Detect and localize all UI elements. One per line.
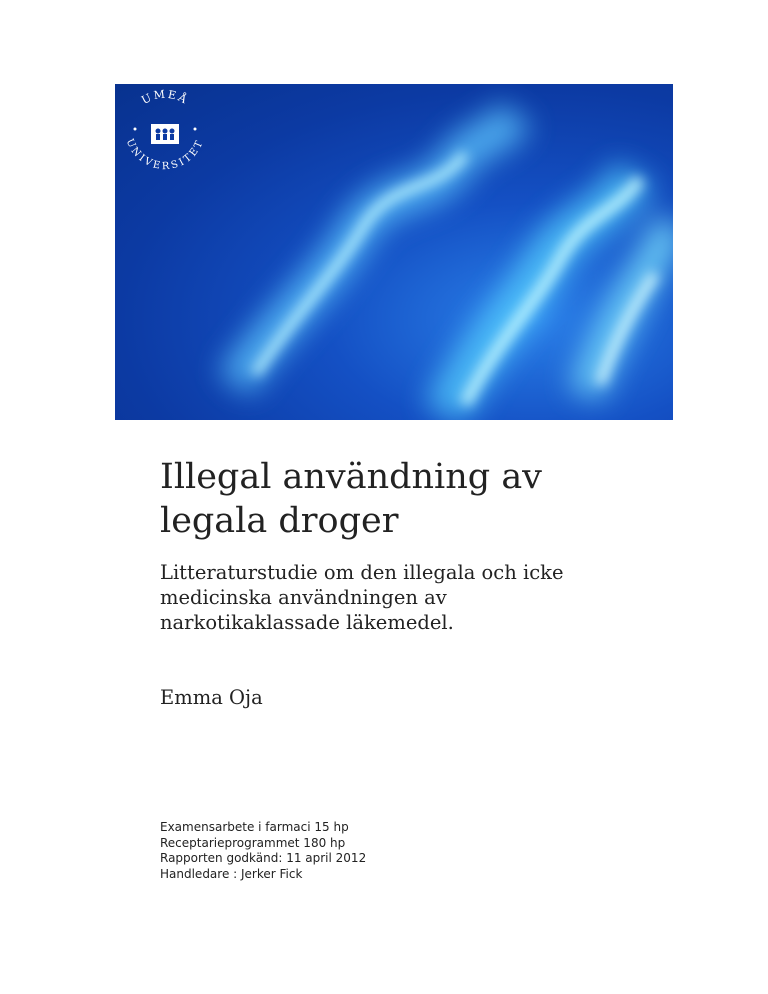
subtitle-line: medicinska användningen av xyxy=(160,586,447,609)
svg-text:UMEÅ xyxy=(139,88,191,107)
subtitle-line: narkotikaklassade läkemedel. xyxy=(160,611,454,634)
page-title xyxy=(160,455,680,543)
logo-text-top: UMEÅ xyxy=(139,87,191,108)
logo-text-ring: UNIVERSITET xyxy=(123,137,207,173)
thesis-program: Receptarieprogrammet 180 hp xyxy=(160,835,346,850)
author-name: Emma Oja xyxy=(160,686,263,709)
thesis-course: Examensarbete i farmaci 15 hp xyxy=(160,820,349,834)
page-subtitle xyxy=(160,560,680,635)
thesis-supervisor: Handledare : Jerker Fick xyxy=(160,866,303,881)
thesis-approval: Rapporten godkänd: 11 april 2012 xyxy=(160,851,367,865)
cover-image xyxy=(115,84,673,420)
umea-university-logo xyxy=(115,84,215,184)
thesis-details xyxy=(160,820,366,882)
title-line: legala droger xyxy=(160,501,399,541)
subtitle-line: Litteraturstudie om den illegala och icke xyxy=(160,561,564,584)
title-line: Illegal användning av xyxy=(160,457,542,497)
